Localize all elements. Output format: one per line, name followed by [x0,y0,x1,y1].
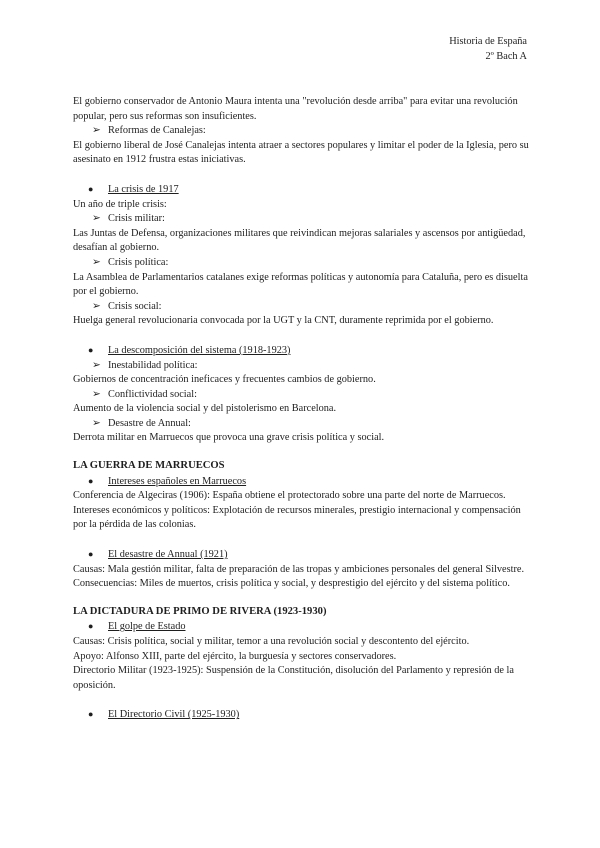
paragraph-causas: Causas: Mala gestión militar, falta de preparación de las tropas y ambiciones personales del general Silvestre. [73,563,525,575]
arrow-icon: ➢ [92,359,101,371]
bullet-golpe: ● El golpe de Estado [88,621,186,633]
document-body [73,95,533,723]
arrow-icon: ➢ [92,125,101,137]
paragraph-algeciras: Conferencia de Algeciras (1906): España obtiene el protectorado sobre una parte del norte de Marruecos. [73,490,506,502]
paragraph-canalejas: El gobierno liberal de José Canalejas intenta atraer a sectores populares y limitar el poder de la Iglesia, pero su asesinato en 1912 frustra estas iniciativas. [73,139,529,166]
header-subject: Historia de España [449,36,527,47]
section-title-marruecos: LA GUERRA DE MARRUECOS [73,460,225,472]
paragraph-annual: Derrota militar en Marruecos que provoca una grave crisis política y social. [73,432,385,444]
paragraph-maura: El gobierno conservador de Antonio Maura intenta una "revolución desde arriba" para evitar una revolución popular, pero sus reformas son insuficientes. [73,96,518,122]
bullet-desastre-annual: ● El desastre de Annual (1921) [88,549,228,561]
arrow-icon: ➢ [92,417,101,429]
bullet-directorio-civil: ● El Directorio Civil (1925-1930) [88,709,240,721]
paragraph-directorio-militar: Directorio Militar (1923-1925): Suspensión de la Constitución, disolución del Parlamento y represión de la oposición. [73,665,514,691]
bullet-icon: ● [88,621,94,632]
paragraph-intereses: Intereses económicos y políticos: Explotación de recursos minerales, prestigio internacional y compensación por la pérdida de las colonias. [73,504,521,531]
paragraph-crisis-militar: Las Juntas de Defensa, organizaciones militares que reivindican mejoras salariales y ascensos por antigüedad, desafían al gobierno. [73,227,526,254]
paragraph-crisis-politica: La Asamblea de Parlamentarios catalanes exige reformas políticas y autonomía para Cataluña, pero es disuelta por el gobierno. [73,271,528,298]
bullet-icon: ● [88,709,94,720]
paragraph-triple-crisis: Un año de triple crisis: [73,198,167,210]
subheading-crisis-social: ➢ Crisis social: [73,300,533,315]
arrow-icon: ➢ [92,388,101,400]
bullet-icon: ● [88,475,94,486]
paragraph-crisis-social: Huelga general revolucionaria convocada por la UGT y la CNT, duramente reprimida por el gobierno. [73,315,494,327]
paragraph-golpe-causas: Causas: Crisis política, social y militar, temor a una revolución social y descontento del ejército. [73,636,470,647]
subheading-canalejas: ➢ Reformas de Canalejas: [73,124,533,139]
bullet-descomposicion: ● La descomposición del sistema (1918-1923) [88,344,291,356]
paragraph-consecuencias: Consecuencias: Miles de muertos, crisis política y social, y desprestigio del ejército y del sistema político. [73,578,510,590]
subheading-conflictividad: ➢ Conflictividad social: [73,388,533,403]
bullet-icon: ● [88,183,94,194]
subheading-crisis-militar: ➢ Crisis militar: [73,212,533,227]
paragraph-golpe-apoyo: Apoyo: Alfonso XIII, parte del ejército, la burguesía y sectores conservadores. [73,650,397,662]
subheading-annual: ➢ Desastre de Annual: [73,417,533,432]
header-class: 2º Bach A [485,51,527,62]
subheading-crisis-politica: ➢ Crisis política: [73,256,533,271]
bullet-icon: ● [88,549,94,560]
arrow-icon: ➢ [92,213,101,225]
bullet-crisis-1917: ● La crisis de 1917 [88,183,179,195]
section-title-dictadura: LA DICTADURA DE PRIMO DE RIVERA (1923-1930) [73,605,327,617]
page-header [449,34,527,64]
subheading-inestabilidad: ➢ Inestabilidad política: [73,359,533,374]
paragraph-conflictividad: Aumento de la violencia social y del pistolerismo en Barcelona. [73,403,337,415]
bullet-intereses: ● Intereses españoles en Marruecos [88,475,247,487]
arrow-icon: ➢ [92,300,101,312]
arrow-icon: ➢ [92,256,101,268]
bullet-icon: ● [88,344,94,355]
paragraph-inestabilidad: Gobiernos de concentración ineficaces y frecuentes cambios de gobierno. [73,374,376,386]
